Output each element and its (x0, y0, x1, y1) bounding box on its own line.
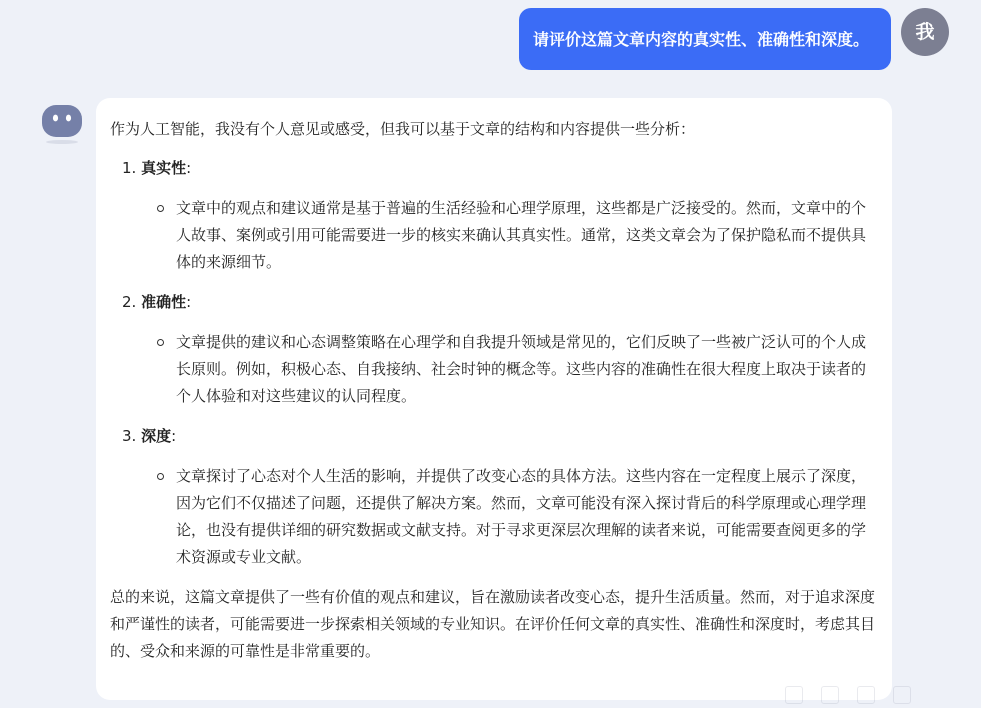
section-colon: : (171, 427, 177, 445)
user-avatar[interactable]: 我 (901, 8, 949, 56)
like-icon[interactable] (893, 686, 911, 704)
assistant-message-card (96, 98, 892, 700)
section-title-accuracy (110, 289, 876, 316)
user-message-row (519, 8, 949, 70)
bullet-item: 文章提供的建议和心态调整策略在心理学和自我提升领域是常见的，它们反映了一些被广泛认可的个人成长原则。例如，积极心态、自我接纳、社会时钟的概念等。这些内容的准确性在很大程度上取决于读者的个人体验和对这些建议的认同程度。 (110, 329, 876, 410)
section-number: 2. (122, 293, 137, 311)
section-number: 3. (122, 427, 137, 445)
section-bullets (110, 329, 876, 410)
bullet-item: 文章探讨了心态对个人生活的影响，并提供了改变心态的具体方法。这些内容在一定程度上展示了深度，因为它们不仅描述了问题，还提供了解决方案。然而，文章可能没有深入探讨背后的科学原理或心理学理论，也没有提供详细的研究数据或文献支持。对于寻求更深层次理解的读者来说，可能需要查阅更多的学术资源或专业文献。 (110, 463, 876, 571)
section-title-depth (110, 423, 876, 450)
section-bullets (110, 463, 876, 571)
response-summary: 总的来说，这篇文章提供了一些有价值的观点和建议，旨在激励读者改变心态，提升生活质量。然而，对于追求深度和严谨性的读者，可能需要进一步探索相关领域的专业知识。在评价任何文章的真实性、准确性和深度时，考虑其目的、受众和来源的可靠性是非常重要的。 (110, 588, 876, 660)
section-number: 1. (122, 159, 137, 177)
share-icon[interactable] (857, 686, 875, 704)
section-heading: 准确性 (141, 293, 187, 311)
section-colon: : (186, 159, 192, 177)
section-bullets (110, 195, 876, 276)
copy-icon[interactable] (785, 686, 803, 704)
card-action-icons (785, 686, 911, 704)
user-message-bubble: 请评价这篇文章内容的真实性、准确性和深度。 (519, 8, 891, 70)
section-title-authenticity (110, 155, 876, 182)
bullet-item: 文章中的观点和建议通常是基于普遍的生活经验和心理学原理，这些都是广泛接受的。然而，文章中的个人故事、案例或引用可能需要进一步的核实来确认其真实性。通常，这类文章会为了保护隐私而不提供具体的来源细节。 (110, 195, 876, 276)
section-heading: 真实性 (141, 159, 187, 177)
robot-face-icon (42, 104, 82, 144)
section-heading: 深度 (141, 427, 172, 445)
response-intro: 作为人工智能，我没有个人意见或感受，但我可以基于文章的结构和内容提供一些分析： (110, 120, 696, 138)
section-colon: : (186, 293, 192, 311)
refresh-icon[interactable] (821, 686, 839, 704)
